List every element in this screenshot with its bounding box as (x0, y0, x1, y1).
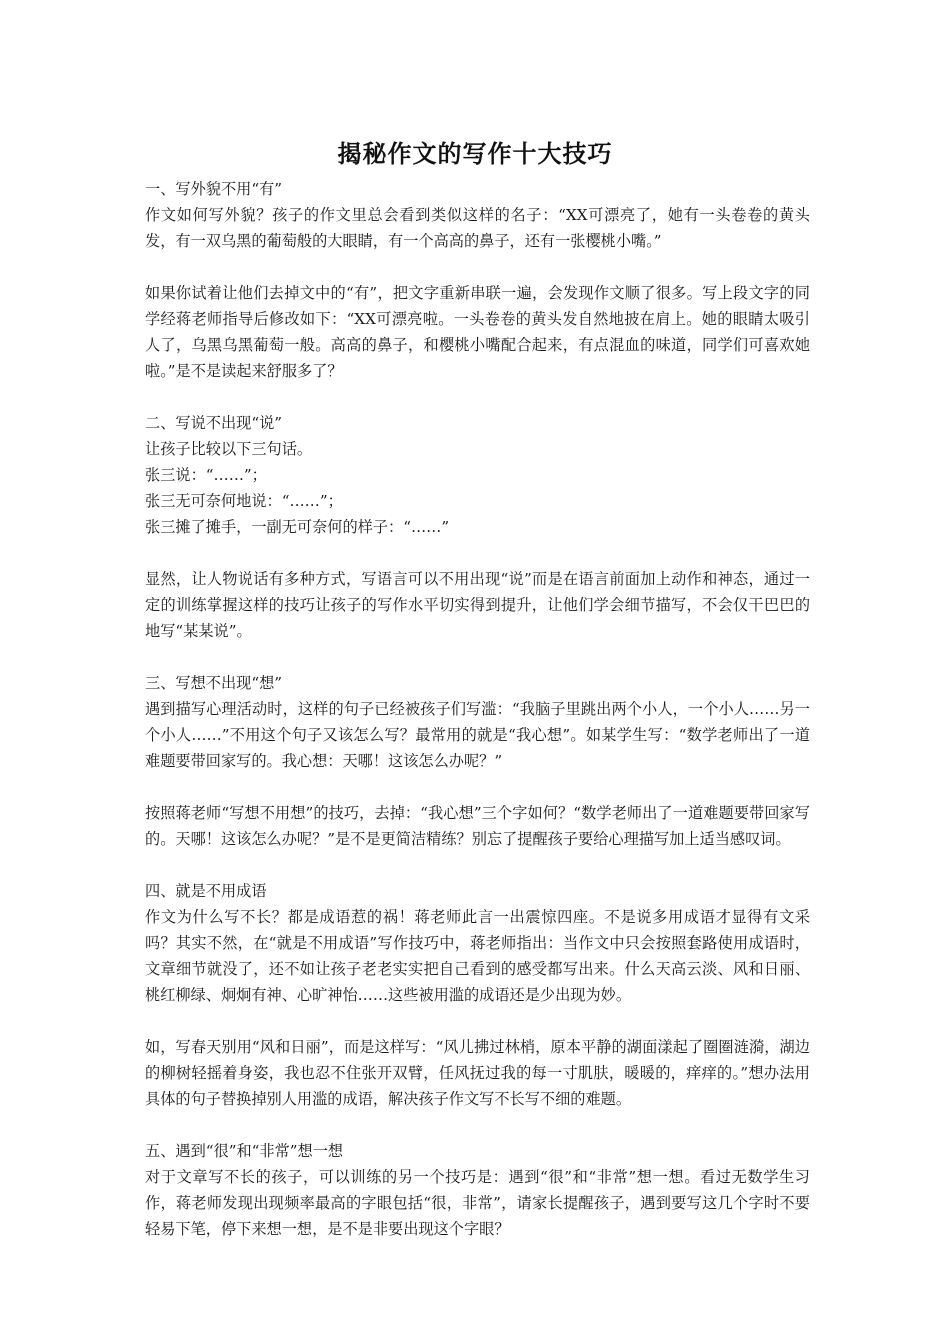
section-heading-4: 四、就是不用成语 (145, 882, 267, 900)
paragraph-spacer (145, 852, 810, 878)
paragraph-spacer (145, 774, 810, 800)
section-5-paragraph-1: 对于文章写不长的孩子，可以训练的另一个技巧是：遇到“很”和“非常”想一想。看过无数学生习作，蒋老师发现出现频率最高的字眼包括“很，非常”，请家长提醒孩子，遇到要写这几个字时不要轻易下笔，停下来想一想，是不是非要出现这个字眼？ (145, 1168, 810, 1238)
paragraph-spacer (145, 644, 810, 670)
paragraph-spacer (145, 254, 810, 280)
section-heading-3: 三、写想不出现“想” (145, 674, 283, 692)
paragraph-spacer (145, 540, 810, 566)
document-body (145, 176, 810, 1242)
section-3-paragraph-1: 遇到描写心理活动时，这样的句子已经被孩子们写滥：“我脑子里跳出两个小人，一个小人……另一个小人……”不用这个句子又该怎么写？最常用的就是“我心想”。如某学生写：“数学老师出了一道难题要带回家写的。我心想：天哪！这该怎么办呢？” (145, 700, 810, 770)
section-heading-5: 五、遇到“很”和“非常”想一想 (145, 1142, 344, 1160)
section-1-paragraph-1: 作文如何写外貌？孩子的作文里总会看到类似这样的名子：“XX可漂亮了，她有一头卷卷的黄头发，有一双乌黑的葡萄般的大眼睛，有一个高高的鼻子，还有一张樱桃小嘴。” (145, 206, 810, 250)
section-2-line-1: 让孩子比较以下三句话。 (145, 440, 313, 458)
section-4-paragraph-1: 作文为什么写不长？都是成语惹的祸！蒋老师此言一出震惊四座。不是说多用成语才显得有文采吗？其实不然，在“就是不用成语”写作技巧中，蒋老师指出：当作文中只会按照套路使用成语时，文章细节就没了，还不如让孩子老老实实把自己看到的感受都写出来。什么天高云淡、风和日丽、桃红柳绿、炯炯有神、心旷神怡……这些被用滥的成语还是少出现为妙。 (145, 908, 810, 1004)
paragraph-spacer (145, 384, 810, 410)
section-heading-2: 二、写说不出现“说” (145, 414, 283, 432)
section-2-line-4: 张三摊了摊手，一副无可奈何的样子：“……” (145, 518, 450, 536)
document-title: 揭秘作文的写作十大技巧 (337, 139, 613, 169)
paragraph-spacer (145, 1008, 810, 1034)
section-2-line-3: 张三无可奈何地说：“……”； (145, 492, 343, 510)
section-3-paragraph-2: 按照蒋老师“写想不用想”的技巧，去掉：“我心想”三个字如何？“数学老师出了一道难题要带回家写的。天哪！这该怎么办呢？”是不是更简洁精练？别忘了提醒孩子要给心理描写加上适当感叹词。 (145, 804, 810, 848)
section-2-paragraph-1: 显然，让人物说话有多种方式，写语言可以不用出现“说”而是在语言前面加上动作和神态，通过一定的训练掌握这样的技巧让孩子的写作水平切实得到提升，让他们学会细节描写，不会仅干巴巴的地写“某某说”。 (145, 570, 810, 640)
section-heading-1: 一、写外貌不用“有” (145, 180, 283, 198)
section-2-line-2: 张三说：“……”； (145, 466, 267, 484)
section-1-paragraph-2: 如果你试着让他们去掉文中的“有”，把文字重新串联一遍，会发现作文顺了很多。写上段文字的同学经蒋老师指导后修改如下：“XX可漂亮啦。一头卷卷的黄头发自然地披在肩上。她的眼睛太吸引人了，乌黑乌黑葡萄一般。高高的鼻子，和樱桃小嘴配合起来，有点混血的味道，同学们可喜欢她啦。”是不是读起来舒服多了？ (145, 284, 810, 380)
paragraph-spacer (145, 1112, 810, 1138)
section-4-paragraph-2: 如，写春天别用“风和日丽”，而是这样写：“风儿拂过林梢，原本平静的湖面漾起了圈圈涟漪，湖边的柳树轻摇着身姿，我也忍不住张开双臂，任风抚过我的每一寸肌肤，暖暖的，痒痒的。”想办法用具体的句子替换掉别人用滥的成语，解决孩子作文写不长写不细的难题。 (145, 1038, 810, 1108)
